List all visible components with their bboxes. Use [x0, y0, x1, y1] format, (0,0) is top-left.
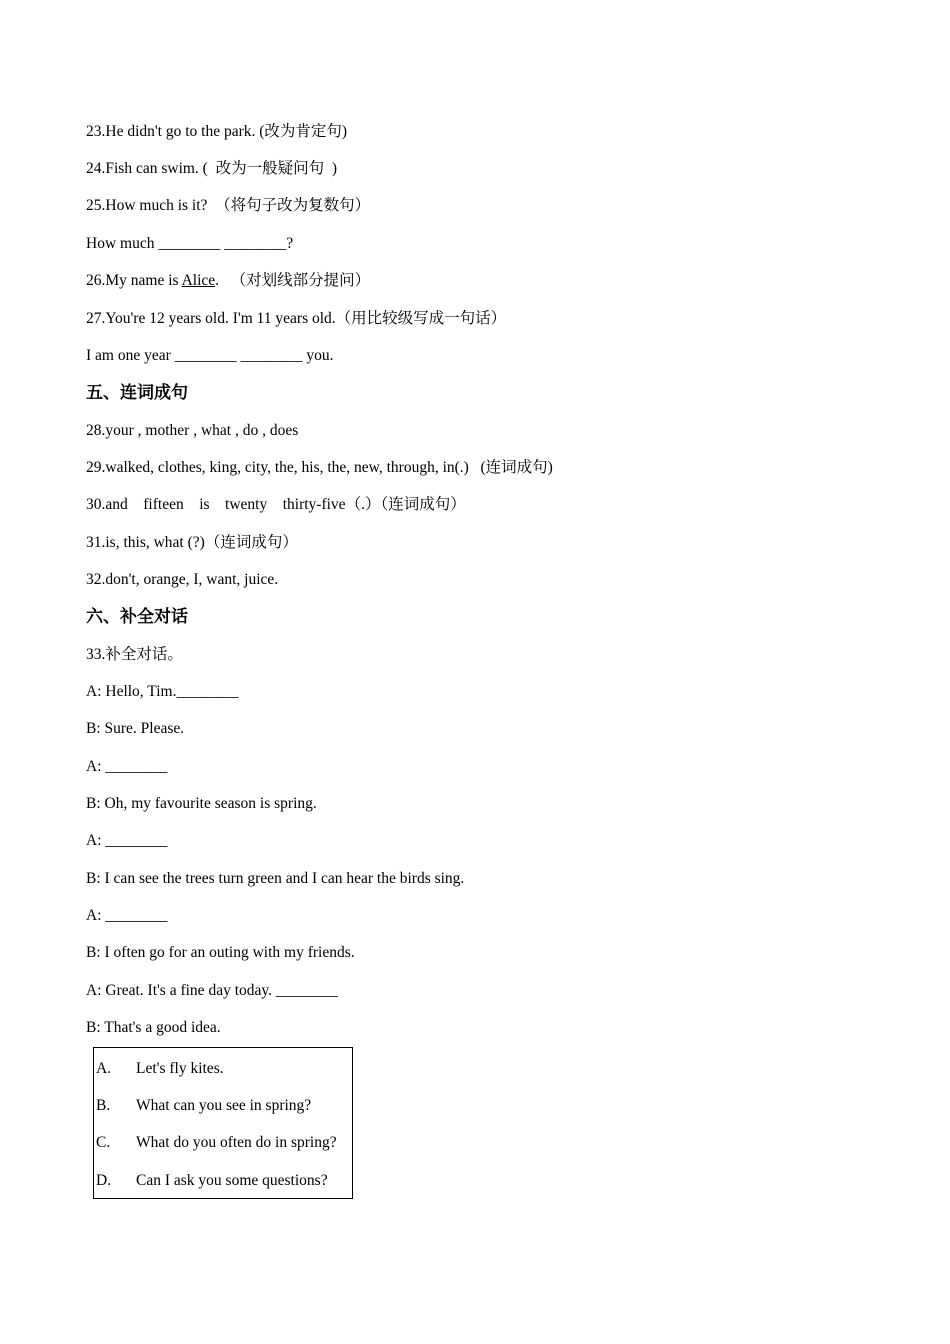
dialog-line: B: Oh, my favourite season is spring.	[86, 795, 317, 812]
question-30: 30.and fifteen is twenty thirty-five（.）（连词成句）	[86, 496, 466, 513]
option-text: What can you see in spring?	[136, 1097, 312, 1114]
section-6-heading: 六、补全对话	[86, 607, 188, 627]
question-25: 25.How much is it? （将句子改为复数句）	[86, 197, 371, 214]
question-23: 23.He didn't go to the park. (改为肯定句)	[86, 123, 348, 140]
dialog-line: B: I can see the trees turn green and I can hear the birds sing.	[86, 870, 465, 887]
option-text: What do you often do in spring?	[136, 1134, 337, 1151]
option-letter: A.	[96, 1060, 112, 1077]
dialog-line: A: Great. It's a fine day today. ________	[86, 982, 338, 999]
dialog-line: B: Sure. Please.	[86, 720, 185, 737]
option-text: Can I ask you some questions?	[136, 1172, 328, 1189]
question-31: 31.is, this, what (?)（连词成句）	[86, 534, 298, 551]
option-a	[96, 1059, 224, 1079]
dialog-line: B: I often go for an outing with my friends.	[86, 944, 355, 961]
question-25-answer: How much ________ ________?	[86, 235, 294, 252]
option-d	[96, 1171, 328, 1191]
section-5-heading: 五、连词成句	[86, 383, 188, 403]
option-letter: C.	[96, 1134, 111, 1151]
option-text: Let's fly kites.	[136, 1060, 224, 1077]
option-c	[96, 1133, 337, 1153]
question-27: 27.You're 12 years old. I'm 11 years old.（用比较级写成一句话）	[86, 310, 507, 327]
option-letter: B.	[96, 1097, 111, 1114]
question-27-answer: I am one year ________ ________ you.	[86, 347, 334, 364]
question-24: 24.Fish can swim. ( 改为一般疑问句 )	[86, 160, 338, 177]
option-letter: D.	[96, 1172, 112, 1189]
dialog-line: A: ________	[86, 832, 168, 849]
dialog-line: A: ________	[86, 907, 168, 924]
dialog-line: A: Hello, Tim.________	[86, 683, 239, 700]
options-box	[93, 1047, 353, 1199]
option-b	[96, 1096, 311, 1116]
dialog-line: B: That's a good idea.	[86, 1019, 221, 1036]
question-32: 32.don't, orange, I, want, juice.	[86, 571, 279, 588]
question-28: 28.your , mother , what , do , does	[86, 422, 299, 439]
question-26-suffix: . （对划线部分提问）	[215, 272, 371, 289]
question-29: 29.walked, clothes, king, city, the, his, the, new, through, in(.) (连词成句)	[86, 459, 553, 476]
question-26	[86, 271, 370, 291]
question-26-underlined: Alice	[181, 272, 216, 289]
dialog-line: A: ________	[86, 758, 168, 775]
question-26-prefix: 26.My name is	[86, 272, 182, 289]
question-33: 33.补全对话。	[86, 646, 183, 663]
